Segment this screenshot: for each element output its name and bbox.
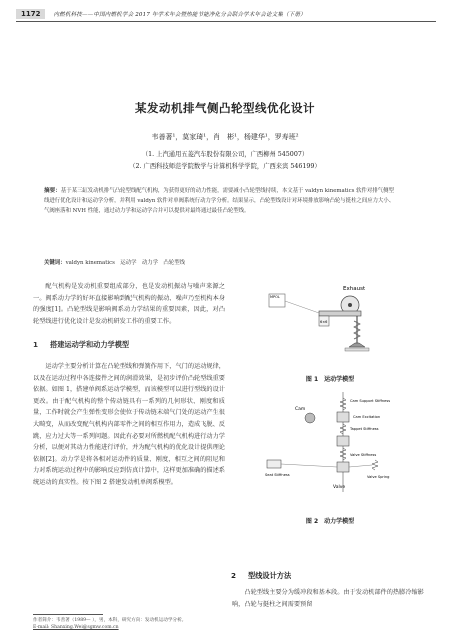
section-1-paragraph: 运动学主要分析计算在凸轮型线和弹簧作用下，气门的运动规律，以及在运动过程中各连接件之间的润滑效果，是初步评价凸轮型线重要依据。如图 1，搭建单阀系运动学模型，而该模型可以进行型线的设计更改。由于配气机构的整个传动链具有一系列的几何形状、刚度和质量，工作时就会产生弹性变形会使位于传动链末端气门处的运动产生很大畸变，从而改变配气机构内部零件之间的相互作用力，造成飞脱、反跳，应力过大等一系列问题。因此有必要对所燃机配气机构进行动力学分析，以便对其动力性能进行评价，并为配气机构的优化设计提供理论依据[2]。动力学是将各相对运动件的质量、刚度，相互之间的阻尼和力对系统运动过程中的影响反应到仿真计算中，这样更加准确的描述系统运动的真实性。按下图 2 搭建发动机单阀系模型。 bbox=[33, 362, 225, 486]
fig2-cam-support-label: Cam Support Stiffness bbox=[350, 399, 391, 403]
section-2-title: 型线设计方法 bbox=[248, 571, 292, 580]
header-rule bbox=[16, 21, 436, 22]
fig2-valve-spring-label: Valve Spring bbox=[367, 475, 390, 479]
section-2-number: 2 bbox=[231, 571, 237, 580]
footnote-rule bbox=[33, 614, 103, 615]
section-1-number: 1 bbox=[33, 340, 39, 350]
fig1-valve-head bbox=[349, 343, 365, 347]
figure-2-dynamic-model bbox=[255, 388, 415, 508]
fig1-cam-center bbox=[348, 303, 352, 307]
fig2-valve-stiffness-label: Valve Stiffness bbox=[350, 453, 377, 457]
keywords bbox=[44, 258, 399, 266]
fig1-mpol-label: MPOL bbox=[270, 295, 280, 299]
keywords-label: 关键词： bbox=[44, 260, 66, 266]
footnote bbox=[33, 617, 225, 631]
section-2-paragraph: 凸轮型线主要分为缓冲段和基本段。由于发动机部件的热膨冷缩影响，凸轮与挺柱之间需要预留 bbox=[232, 589, 424, 608]
keywords-text: valdyn kinematics 运动学 动力学 凸轮型线 bbox=[65, 260, 185, 266]
abstract-label: 摘要： bbox=[44, 188, 61, 194]
footnote-email[interactable]: E-mail: Shanxing.Wei@sgmw.com.cn bbox=[33, 625, 119, 630]
figure-1-kinematic-model bbox=[255, 281, 405, 363]
intro-paragraph: 配气机构是发动机重要组成部分，也是发动机振动与噪声来源之一。阀系动力学的好坏直接影响到配气机构的振动、噪声乃至机构本身的强度[1]。凸轮型线是影响阀系动力学结果的重要因素，因此，对凸轮型线进行优化设计是发动机研发工作的重要工作。 bbox=[33, 283, 225, 325]
figure-1-caption: 图 1 运动学模型 bbox=[305, 376, 355, 383]
affiliation-2: （2. 广西科技师范学院数学与计算机科学学院，广西来宾 546199） bbox=[129, 163, 321, 170]
fig1-exhaust-label: Exhaust bbox=[343, 286, 366, 292]
fig2-tappet-mass bbox=[337, 436, 349, 446]
paper-title: 某发动机排气侧凸轮型线优化设计 bbox=[135, 101, 315, 115]
figure-2-caption: 图 2 动力学模型 bbox=[305, 518, 355, 525]
abstract-text: 基于某三缸发动机排气凸轮型线配气机构，为获得更好的动力性能，需要减小凸轮型线持续，本文基于 valdyn kinematics 软件对排气侧型线进行优化设计和运动学分析，并利用 valdyn 软件对单阀系统行动力学分析。结果显示，凸轮型线设计对环境排放影响凸轮与挺柱之间应力大小、气阀座落和 NVH 性能，通过动力学和运动学合并可以提供对最终通过最佳凸轮型线。 bbox=[44, 188, 395, 214]
fig2-valve-mass bbox=[337, 462, 349, 472]
footnote-author-info: 作者简介：韦善著（1989— ），男，本科，研究方向：发动机运动学分析。 bbox=[33, 618, 187, 623]
fig2-seat-block bbox=[267, 460, 281, 468]
left-column bbox=[33, 281, 225, 489]
fig1-seat bbox=[345, 348, 369, 351]
fig2-seat-label: Seat Stiffness bbox=[265, 473, 290, 477]
fig2-cam-node bbox=[305, 413, 315, 423]
fig2-cam-mass bbox=[337, 412, 349, 422]
section-1-heading bbox=[33, 339, 225, 351]
fig1-connector bbox=[285, 301, 319, 313]
running-title: 内燃机科技——中国内燃机学会 2017 年学术年会暨热能节能净化分会联合学术年会论文集（下册） bbox=[53, 12, 306, 18]
author-list: 韦善著¹，莫家琦¹，肖 彬¹，杨建华¹，罗寿班² bbox=[151, 133, 299, 141]
section-2-heading bbox=[231, 571, 291, 581]
fig2-spring-element bbox=[372, 460, 378, 470]
running-header bbox=[16, 8, 436, 20]
fig2-cam-excitation-label: Cam Excitation bbox=[353, 415, 381, 419]
section-1-title: 搭建运动学和动力学模型 bbox=[50, 340, 130, 350]
affiliation-1: （1. 上汽通用五菱汽车股份有限公司，广西柳州 545007） bbox=[141, 151, 309, 158]
abstract bbox=[44, 186, 399, 216]
fig2-link-spring bbox=[349, 465, 372, 467]
fig1-hla-label: 6×6 bbox=[320, 320, 328, 324]
fig1-rocker bbox=[319, 311, 361, 316]
fig2-cam-label: Cam bbox=[295, 407, 306, 412]
fig2-valve-label: Valve bbox=[333, 485, 346, 490]
fig2-tappet-label: Tappet Stiffness bbox=[350, 427, 379, 431]
page-number: 1172 bbox=[16, 9, 45, 19]
fig2-link-seat bbox=[281, 464, 337, 467]
